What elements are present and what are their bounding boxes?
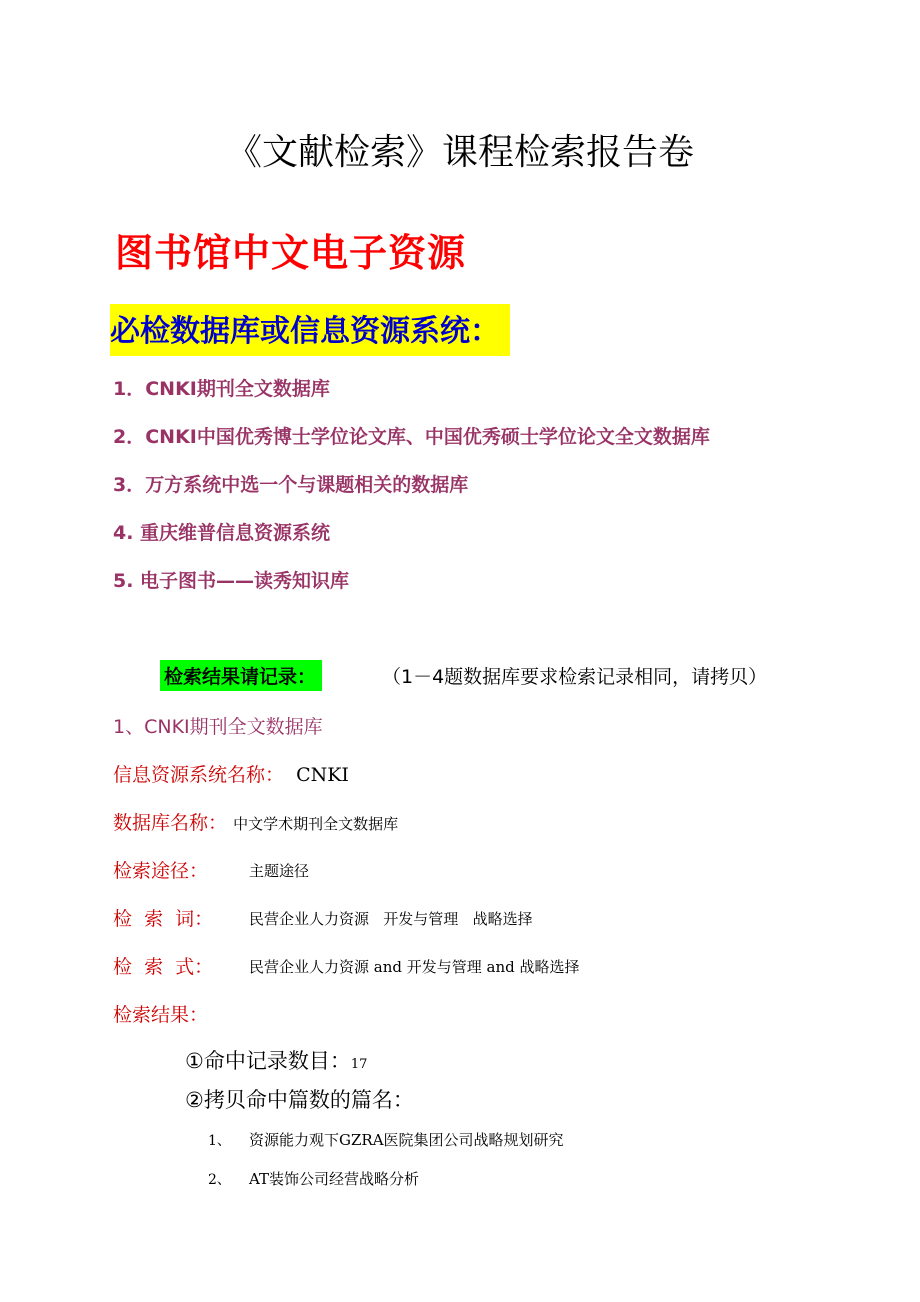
terms-value: 民营企业人力资源 开发与管理 战略选择 xyxy=(249,910,533,928)
required-item-3: 3．万方系统中选一个与课题相关的数据库 xyxy=(113,474,469,496)
section-heading: 图书馆中文电子资源 xyxy=(115,231,467,275)
system-field xyxy=(113,760,349,787)
record-heading: 检索结果请记录： xyxy=(160,660,322,691)
required-item-4: 4. 重庆维普信息资源系统 xyxy=(113,522,331,544)
database-label: 数据库名称： xyxy=(113,812,228,834)
expression-value: 民营企业人力资源 and 开发与管理 and 战略选择 xyxy=(249,958,580,976)
terms-label: 检 索 词： xyxy=(113,908,214,930)
path-label: 检索途径： xyxy=(113,860,209,882)
hits-label: ①命中记录数目： xyxy=(185,1049,351,1073)
required-heading: 必检数据库或信息资源系统： xyxy=(110,304,510,356)
article-number-1: 1、 xyxy=(208,1133,231,1149)
hits-value: 17 xyxy=(350,1057,368,1072)
database-field xyxy=(113,808,398,835)
article-number-2: 2、 xyxy=(208,1172,231,1188)
expression-label: 检 索 式： xyxy=(113,956,214,978)
result-label: 检索结果： xyxy=(113,1004,209,1026)
system-label: 信息资源系统名称： xyxy=(113,764,285,786)
path-value: 主题途径 xyxy=(249,862,310,880)
database-value: 中文学术期刊全文数据库 xyxy=(233,815,399,833)
copy-label: ②拷贝命中篇数的篇名： xyxy=(185,1088,414,1112)
article-title-2: AT装饰公司经营战略分析 xyxy=(249,1170,420,1188)
record-section-title: 1、CNKI期刊全文数据库 xyxy=(113,716,323,738)
required-item-1: 1．CNKI期刊全文数据库 xyxy=(113,378,330,400)
record-note: （1－4题数据库要求检索记录相同，请拷贝） xyxy=(382,666,768,688)
document-title: 《文献检索》课程检索报告卷 xyxy=(225,132,694,173)
required-item-5: 5. 电子图书——读秀知识库 xyxy=(113,570,350,592)
article-title-1: 资源能力观下GZRA医院集团公司战略规划研究 xyxy=(249,1131,564,1149)
system-value: CNKI xyxy=(296,764,349,786)
hits-field xyxy=(185,1045,367,1075)
required-item-2: 2．CNKI中国优秀博士学位论文库、中国优秀硕士学位论文全文数据库 xyxy=(113,426,710,448)
